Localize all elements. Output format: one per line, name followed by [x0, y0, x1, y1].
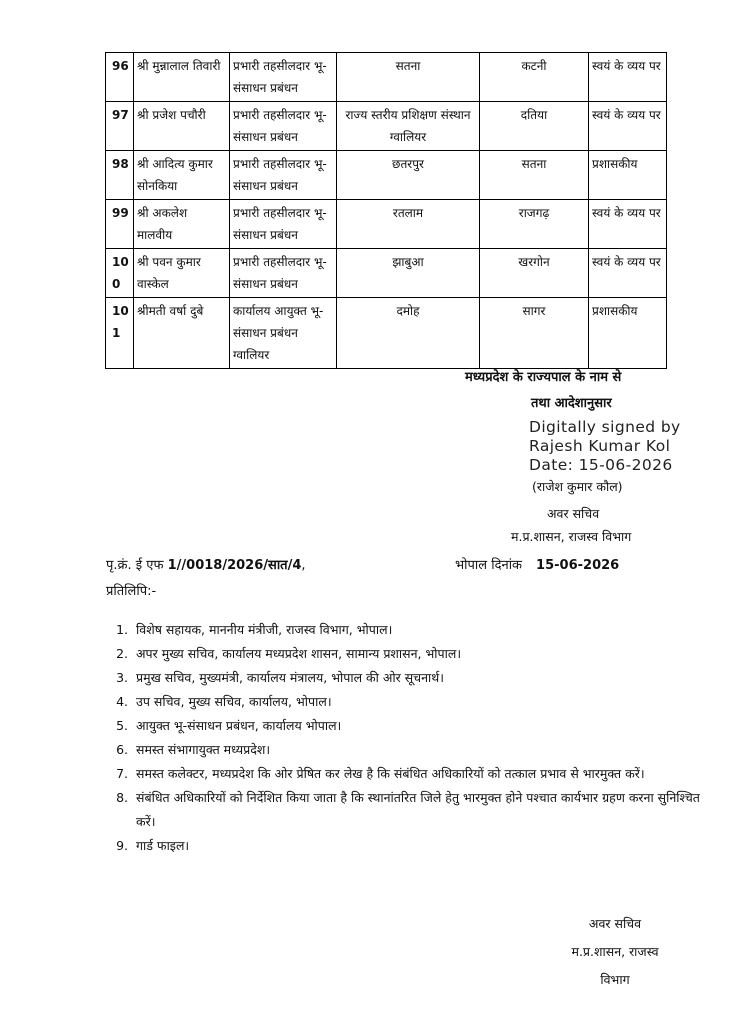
list-item [106, 690, 706, 714]
officer-post: प्रभारी तहसीलदार भू-संसाधन प्रबंधन [230, 102, 337, 151]
list-text: अपर मुख्य सचिव, कार्यालय मध्यप्रदेश शासन, सामान्य प्रशासन, भोपाल। [136, 646, 462, 661]
officer-post: प्रभारी तहसीलदार भू-संसाधन प्रबंधन [230, 53, 337, 102]
list-number: 8. [116, 790, 128, 805]
to-location: कटनी [480, 53, 589, 102]
transfer-remark: स्वयं के व्यय पर [589, 249, 667, 298]
list-text: आयुक्त भू-संसाधन प्रबंधन, कार्यालय भोपाल। [136, 718, 342, 733]
list-number: 3. [116, 670, 128, 685]
list-item [106, 642, 706, 666]
officer-post: प्रभारी तहसीलदार भू-संसाधन प्रबंधन [230, 200, 337, 249]
list-item [106, 738, 706, 762]
serial-number: 98 [106, 151, 134, 200]
list-number: 4. [116, 694, 128, 709]
transfer-remark: प्रशासकीय [589, 298, 667, 369]
table-row [106, 53, 667, 102]
serial-number: 97 [106, 102, 134, 151]
serial-number: 100 [106, 249, 134, 298]
list-text: उप सचिव, मुख्य सचिव, कार्यालय, भोपाल। [136, 694, 332, 709]
officer-name: श्री पवन कुमार वास्केल [134, 249, 230, 298]
officer-post: कार्यालय आयुक्त भू-संसाधन प्रबंधन ग्वालियर [230, 298, 337, 369]
digital-signature-line: Digitally signed by [529, 418, 681, 436]
to-location: सतना [480, 151, 589, 200]
list-text: संबंधित अधिकारियों को निर्देशित किया जाता है कि स्थानांतरित जिले हेतु भारमुक्त होने पश्चात कार्यभार ग्रहण करना सुनिश्चित करें। [136, 790, 700, 829]
list-item [106, 618, 706, 642]
digital-signature-stamp [529, 418, 745, 475]
serial-number: 99 [106, 200, 134, 249]
reference-number-line [106, 555, 306, 573]
officer-name: श्री प्रजेश पचौरी [134, 102, 230, 151]
transfer-table [105, 52, 667, 369]
footer-signature [540, 910, 690, 994]
to-location: दतिया [480, 102, 589, 151]
list-number: 9. [116, 838, 128, 853]
officer-name: श्रीमती वर्षा दुबे [134, 298, 230, 369]
signature-block [465, 368, 745, 475]
list-text: विशेष सहायक, माननीय मंत्रीजी, राजस्व विभाग, भोपाल। [136, 622, 393, 637]
transfer-remark: प्रशासकीय [589, 151, 667, 200]
reference-suffix: , [301, 558, 306, 573]
reference-date: 15-06-2026 [536, 558, 620, 573]
list-text: प्रमुख सचिव, मुख्यमंत्री, कार्यालय मंत्रालय, भोपाल की ओर सूचनार्थ। [136, 670, 444, 685]
officer-name: श्री अकलेश मालवीय [134, 200, 230, 249]
transfer-remark: स्वयं के व्यय पर [589, 200, 667, 249]
table-row [106, 298, 667, 369]
table-row [106, 102, 667, 151]
governor-order-line: मध्यप्रदेश के राज्यपाल के नाम से [465, 370, 622, 385]
reference-date-line [455, 555, 619, 573]
footer-designation: अवर सचिव [588, 916, 642, 931]
signer-department: म.प्र.शासन, राजस्व विभाग [511, 529, 632, 544]
from-location: राज्य स्तरीय प्रशिक्षण संस्थान ग्वालियर [337, 102, 480, 151]
reference-prefix: पृ.क्रं. ई एफ [106, 558, 168, 573]
table-row [106, 200, 667, 249]
list-number: 2. [116, 646, 128, 661]
governor-order-line-2: तथा आदेशानुसार [531, 396, 612, 411]
digital-signature-signer: Rajesh Kumar Kol [529, 437, 671, 455]
transfer-table-body [106, 53, 667, 369]
list-number: 1. [116, 622, 128, 637]
list-item [106, 786, 706, 834]
list-text: गार्ड फाइल। [136, 838, 190, 853]
officer-post: प्रभारी तहसीलदार भू-संसाधन प्रबंधन [230, 151, 337, 200]
to-location: सागर [480, 298, 589, 369]
serial-number: 101 [106, 298, 134, 369]
list-number: 7. [116, 766, 128, 781]
from-location: छतरपुर [337, 151, 480, 200]
list-text: समस्त कलेक्टर, मध्यप्रदेश कि ओर प्रेषित कर लेख है कि संबंधित अधिकारियों को तत्काल प्रभाव से भारमुक्त करें। [136, 766, 645, 781]
copy-list [106, 618, 706, 858]
from-location: सतना [337, 53, 480, 102]
place-label: भोपाल दिनांक [455, 558, 523, 573]
footer-department-line2: विभाग [600, 972, 630, 987]
signer-designation: अवर सचिव [547, 506, 600, 521]
digital-signature-date: Date: 15-06-2026 [529, 456, 673, 474]
serial-number: 96 [106, 53, 134, 102]
list-text: समस्त संभागायुक्त मध्यप्रदेश। [136, 742, 271, 757]
to-location: खरगोन [480, 249, 589, 298]
list-item [106, 762, 706, 786]
transfer-remark: स्वयं के व्यय पर [589, 53, 667, 102]
list-item [106, 834, 706, 858]
from-location: दमोह [337, 298, 480, 369]
transfer-remark: स्वयं के व्यय पर [589, 102, 667, 151]
list-item [106, 714, 706, 738]
copy-heading: प्रतिलिपि:- [106, 584, 157, 599]
table-row [106, 249, 667, 298]
list-item [106, 666, 706, 690]
footer-department: म.प्र.शासन, राजस्व [571, 944, 659, 959]
officer-post: प्रभारी तहसीलदार भू-संसाधन प्रबंधन [230, 249, 337, 298]
officer-name: श्री मुन्नालाल तिवारी [134, 53, 230, 102]
officer-name: श्री आदित्य कुमार सोनकिया [134, 151, 230, 200]
from-location: रतलाम [337, 200, 480, 249]
to-location: राजगढ़ [480, 200, 589, 249]
list-number: 5. [116, 718, 128, 733]
from-location: झाबुआ [337, 249, 480, 298]
list-number: 6. [116, 742, 128, 757]
reference-number: 1//0018/2026/सात/4 [167, 558, 302, 573]
table-row [106, 151, 667, 200]
signer-name: (राजेश कुमार कौल) [532, 479, 623, 494]
